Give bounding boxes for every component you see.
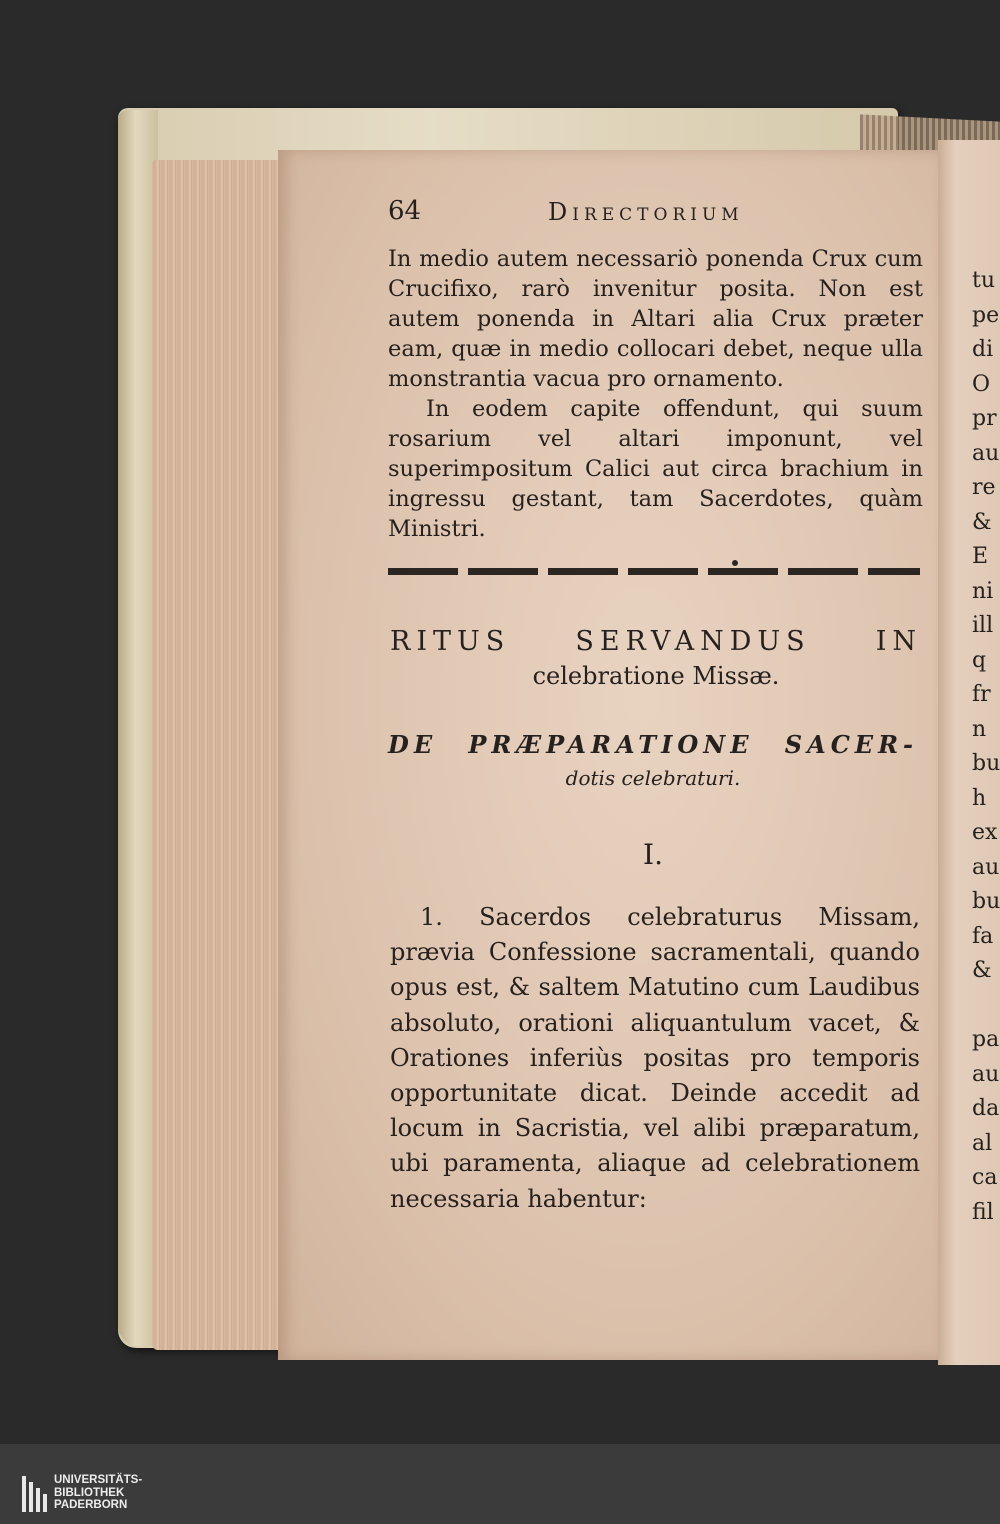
paragraph-1: In medio autem necessariò ponenda Crux cum Crucifixo, rarò invenitur posita. Non est autem ponenda in Altari alia Crux præter eam, quæ in medio collocari debet, neque ulla monstrantia vacua pro ornamento. bbox=[388, 246, 923, 392]
running-head bbox=[388, 196, 928, 236]
page-edges bbox=[152, 160, 287, 1350]
paragraph-3: 1. Sacerdos celebraturus Missam, prævia Confessione sacramentali, quando opus est, & saltem Matutino cum Laudibus absoluto, orationi aliquantulum vacet, & Orationes inferiùs positas pro temporis opportunitate dicat. Deinde accedit ad locum in Sacristia, vel alibi præparatum, ubi paramenta, aliaque ad celebrationem necessaria habentur: bbox=[390, 903, 920, 1213]
library-name bbox=[54, 1474, 194, 1512]
adjacent-page-text: tu pe di O pr au re & E ni ill q fr n bu h ex au bu fa & pa au da al ca fil bbox=[972, 268, 1000, 1225]
library-logo-icon bbox=[22, 1476, 48, 1512]
page-number: 64 bbox=[388, 196, 422, 226]
section-numeral: I. bbox=[643, 838, 663, 871]
library-name-line2: BIBLIOTHEK bbox=[54, 1486, 125, 1499]
rule-dot bbox=[732, 560, 738, 566]
library-name-line3: PADERBORN bbox=[54, 1499, 128, 1511]
subheading-line2: dotis celebraturi. bbox=[565, 766, 741, 790]
section-heading: RITUS SERVANDUS IN bbox=[390, 626, 922, 657]
paragraph-2: In eodem capite offendunt, qui suum rosarium vel altari imponunt, vel superimpositum Calici aut circa brachium in ingressu gestant, tam Sacerdotes, quàm Ministri. bbox=[388, 396, 923, 542]
section-heading-line2: celebratione Missæ. bbox=[532, 662, 780, 690]
running-title: Directorium bbox=[548, 198, 744, 226]
library-name-line1: UNIVERSITÄTS- bbox=[54, 1474, 143, 1486]
subheading: DE PRÆPARATIONE SACER- bbox=[388, 730, 918, 759]
ornamental-rule bbox=[388, 568, 920, 575]
